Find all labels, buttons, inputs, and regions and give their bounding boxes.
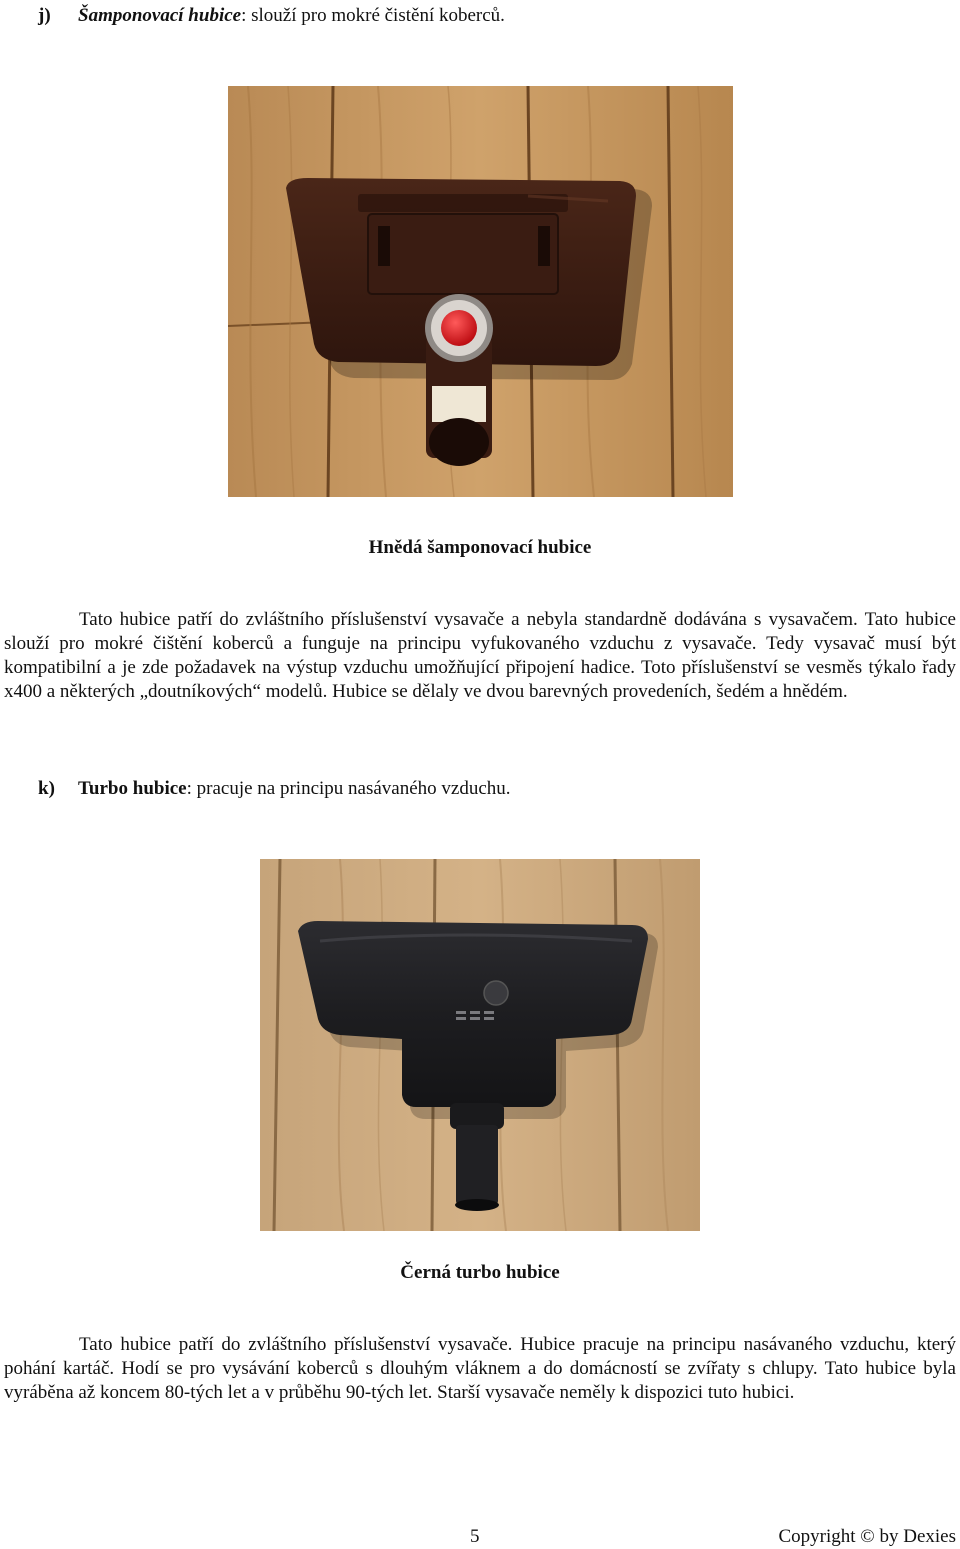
- paragraph-turbo-nozzle: Tato hubice patří do zvláštního příslušenství vysavače. Hubice pracuje na principu nasávaného vzduchu, který pohání kartáč. Hodí se pro vysávání koberců s dlouhým vláknem a do domácností se zvířaty s chlupy. Tato hubice byla vyráběna až koncem 80-tých let a v průběhu 90-tých let. Starší vysavače neměly k dispozici tuto hubici.: [4, 1334, 956, 1403]
- section-k-description: : pracuje na principu nasávaného vzduchu.: [186, 778, 511, 799]
- copyright-notice: Copyright © by Dexies: [778, 1526, 956, 1547]
- section-j-letter: j): [38, 5, 51, 26]
- brown-shampoo-nozzle-photo: [228, 86, 733, 497]
- section-k-term: Turbo hubice: [78, 778, 187, 799]
- section-j-term: Šamponovací hubice: [78, 5, 242, 26]
- section-j-heading: [38, 4, 505, 28]
- caption-black-turbo-nozzle: Černá turbo hubice: [400, 1262, 560, 1283]
- section-j-description: : slouží pro mokré čistění koberců.: [241, 5, 505, 26]
- caption-brown-shampoo-nozzle: Hnědá šamponovací hubice: [368, 537, 592, 558]
- page-number: 5: [470, 1526, 480, 1547]
- section-k-heading: [38, 777, 511, 801]
- black-turbo-nozzle-photo: [260, 859, 700, 1231]
- paragraph-shampoo-nozzle: Tato hubice patří do zvláštního příslušenství vysavače a nebyla standardně dodávána s vysavačem. Tato hubice slouží pro mokré čištění koberců a funguje na principu vyfukovaného vzduchu z vysavače. Tedy vysavač musí být kompatibilní a je zde požadavek na výstup vzduchu umožňující připojení hadice. Toto příslušenství se vesměs týkalo řady x400 a některých „doutníkových“ modelů. Hubice se dělaly ve dvou barevných provedeních, šedém a hnědém.: [4, 609, 956, 702]
- section-k-letter: k): [38, 778, 55, 799]
